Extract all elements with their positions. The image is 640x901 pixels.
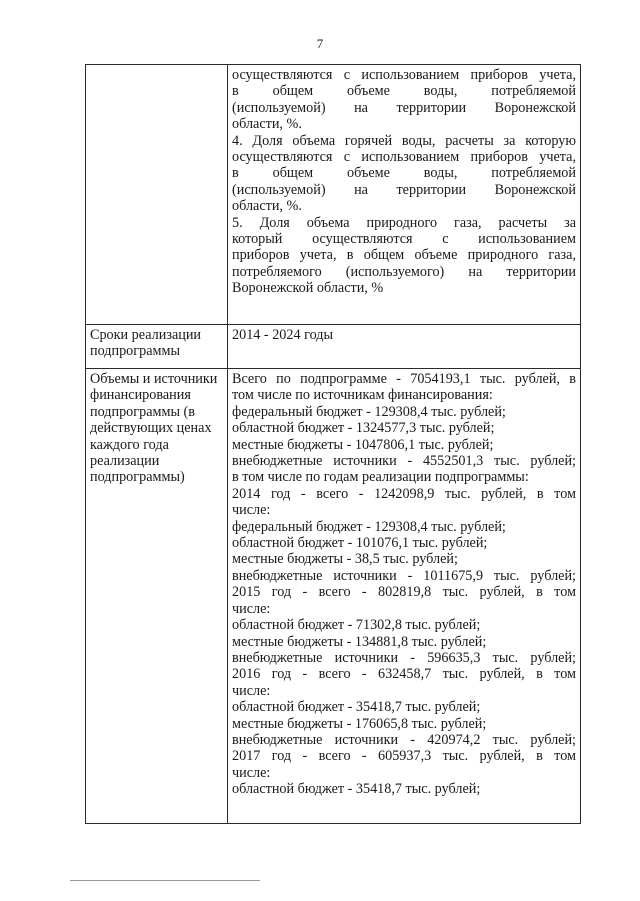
text-line: 5. Доля объема природного газа, расчеты за — [232, 214, 576, 231]
text-line: местные бюджеты - 134881,8 тыс. рублей; — [232, 633, 487, 650]
financing-cell — [228, 369, 581, 824]
text-line: числе: — [232, 502, 271, 519]
text-line: 4. Доля объема горячей воды, расчеты за которую — [232, 132, 576, 149]
text-line: числе: — [232, 682, 271, 699]
row-label-cell — [86, 65, 228, 325]
indicators-text — [232, 67, 576, 297]
text-line: осуществляются с использованием приборов учета, — [232, 149, 576, 166]
row-label-implementation-period: Сроки реализации подпрограммы — [86, 325, 228, 369]
text-line: внебюджетные источники - 1011675,9 тыс. рублей; — [232, 567, 576, 584]
table-row — [86, 65, 581, 325]
text-line: местные бюджеты - 38,5 тыс. рублей; — [232, 551, 458, 568]
text-line: областной бюджет - 35418,7 тыс. рублей; — [232, 781, 481, 798]
text-line: внебюджетные источники - 4552501,3 тыс. рублей; — [232, 453, 576, 470]
text-line: Всего по подпрограмме - 7054193,1 тыс. рублей, в — [232, 371, 576, 387]
text-line: областной бюджет - 71302,8 тыс. рублей; — [232, 617, 481, 634]
implementation-period-value: 2014 - 2024 годы — [228, 325, 581, 369]
text-line: области, %. — [232, 116, 302, 133]
text-line: 2014 год - всего - 1242098,9 тыс. рублей, в том — [232, 485, 576, 502]
text-line: 2015 год - всего - 802819,8 тыс. рублей, в том — [232, 584, 576, 601]
text-line: числе: — [232, 600, 271, 617]
text-line: областной бюджет - 1324577,3 тыс. рублей; — [232, 420, 495, 437]
text-line: областной бюджет - 101076,1 тыс. рублей; — [232, 535, 488, 552]
footer-divider — [70, 880, 260, 881]
text-line: 2017 год - всего - 605937,3 тыс. рублей, в том — [232, 748, 576, 765]
text-line: потребляемого (используемого) на территории — [232, 263, 576, 280]
text-line: в общем объеме воды, потребляемой — [232, 83, 576, 100]
text-line: числе: — [232, 764, 271, 781]
text-line: 2016 год - всего - 632458,7 тыс. рублей, в том — [232, 666, 576, 683]
text-line: Воронежской области, % — [232, 280, 384, 297]
text-line: внебюджетные источники - 420974,2 тыс. рублей; — [232, 731, 576, 748]
text-line: приборов учета, в общем объеме природного газа, — [232, 247, 576, 264]
text-line: федеральный бюджет - 129308,4 тыс. рублей; — [232, 403, 506, 420]
text-line: федеральный бюджет - 129308,4 тыс. рублей; — [232, 518, 506, 535]
text-line: который осуществляются с использованием — [232, 231, 576, 248]
text-line: области, %. — [232, 198, 302, 215]
text-line: местные бюджеты - 1047806,1 тыс. рублей; — [232, 436, 494, 453]
subprogram-passport-table — [85, 64, 581, 824]
table-row — [86, 369, 581, 824]
text-line: том числе по источникам финансирования: — [232, 387, 493, 404]
text-line: местные бюджеты - 176065,8 тыс. рублей; — [232, 715, 487, 732]
text-line: в общем объеме воды, потребляемой — [232, 165, 576, 182]
text-line: внебюджетные источники - 596635,3 тыс. рублей; — [232, 649, 576, 666]
financing-text — [232, 371, 576, 798]
text-line: (используемой) на территории Воронежской — [232, 181, 576, 198]
text-line: осуществляются с использованием приборов учета, — [232, 67, 576, 83]
text-line: в том числе по годам реализации подпрограммы: — [232, 469, 529, 486]
table-row — [86, 325, 581, 369]
indicators-cell — [228, 65, 581, 325]
text-line: областной бюджет - 35418,7 тыс. рублей; — [232, 699, 481, 716]
page-number: 7 — [316, 36, 324, 51]
row-label-financing: Объемы и источники финансирования подпрограммы (в действующих ценах каждого года реализации подпрограммы) — [86, 369, 228, 824]
text-line: (используемой) на территории Воронежской — [232, 99, 576, 116]
